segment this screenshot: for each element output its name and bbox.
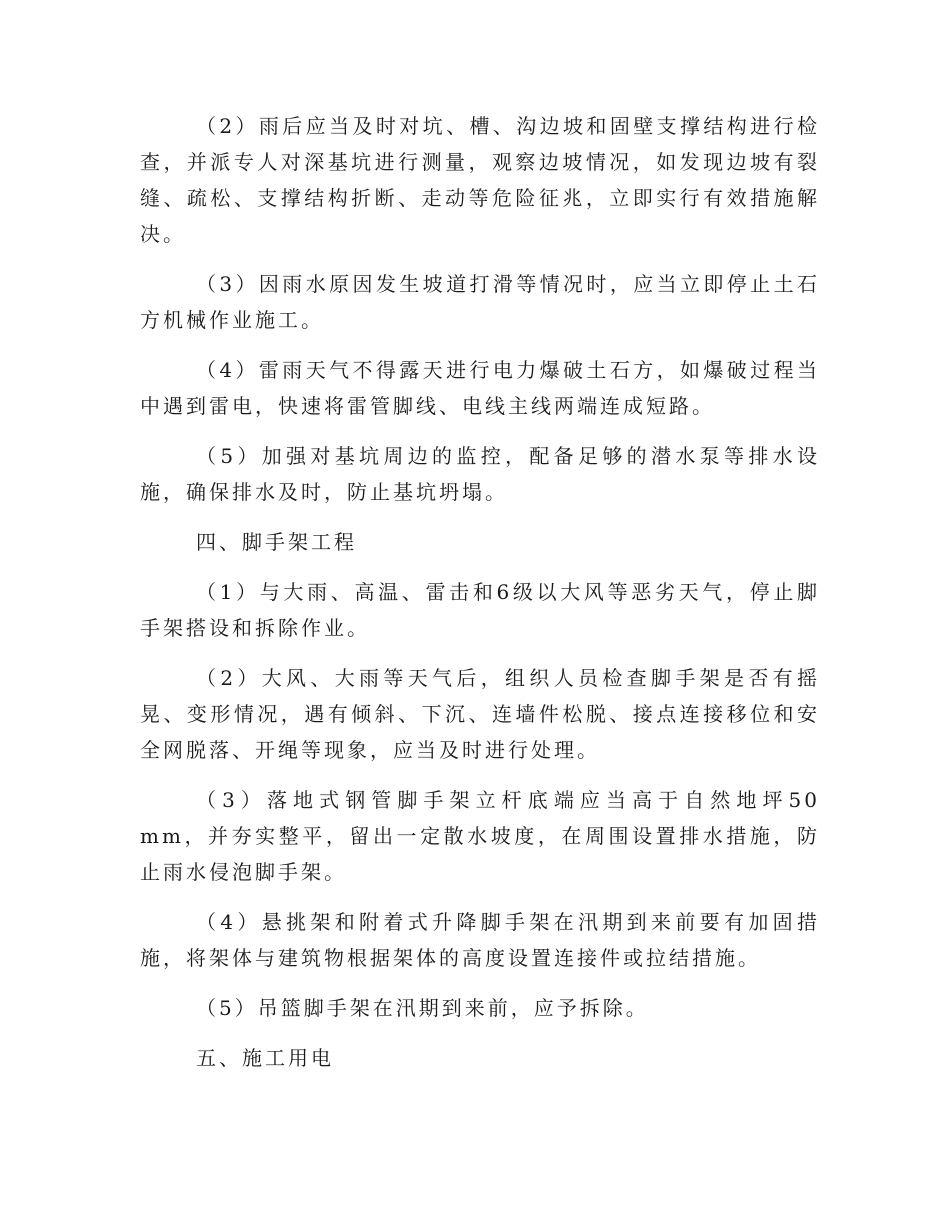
paragraph-item-5-foundation-monitoring: （5）加强对基坑周边的监控，配备足够的潜水泵等排水设施，确保排水及时，防止基坑坍塌。 — [140, 444, 820, 504]
document-page — [140, 108, 820, 1090]
paragraph-scaffold-2-inspection: （2）大风、大雨等天气后，组织人员检查脚手架是否有摇晃、变形情况，遇有倾斜、下沉、连墙件松脱、接点连接移位和安全网脱落、开绳等现象，应当及时进行处理。 — [140, 666, 820, 762]
paragraph-item-2-slope-inspection: （2）雨后应当及时对坑、槽、沟边坡和固壁支撑结构进行检查，并派专人对深基坑进行测量，观察边坡情况，如发现边坡有裂缝、疏松、支撑结构折断、走动等危险征兆，立即实行有效措施解决。 — [140, 114, 820, 246]
paragraph-scaffold-3-ground-pole: （3）落地式钢管脚手架立杆底端应当高于自然地坪50 mm，并夯实整平，留出一定散水坡度，在周围设置排水措施，防止雨水侵泡脚手架。 — [140, 788, 820, 884]
paragraph-scaffold-5-basket-removal: （5）吊篮脚手架在汛期到来前，应予拆除。 — [196, 996, 649, 1020]
paragraph-scaffold-1-weather-stop: （1）与大雨、高温、雷击和6级以大风等恶劣天气，停止脚手架搭设和拆除作业。 — [140, 580, 820, 640]
paragraph-scaffold-4-reinforcement: （4）悬挑架和附着式升降脚手架在汛期到来前要有加固措施，将架体与建筑物根据架体的高度设置连接件或拉结措施。 — [140, 910, 820, 970]
section-heading-scaffolding: 四、脚手架工程 — [196, 530, 357, 554]
paragraph-item-3-stop-earthwork: （3）因雨水原因发生坡道打滑等情况时，应当立即停止土石方机械作业施工。 — [140, 272, 820, 332]
section-heading-construction-power: 五、施工用电 — [196, 1046, 334, 1070]
paragraph-item-4-blasting: （4）雷雨天气不得露天进行电力爆破土石方，如爆破过程当中遇到雷电，快速将雷管脚线、电线主线两端连成短路。 — [140, 358, 820, 418]
